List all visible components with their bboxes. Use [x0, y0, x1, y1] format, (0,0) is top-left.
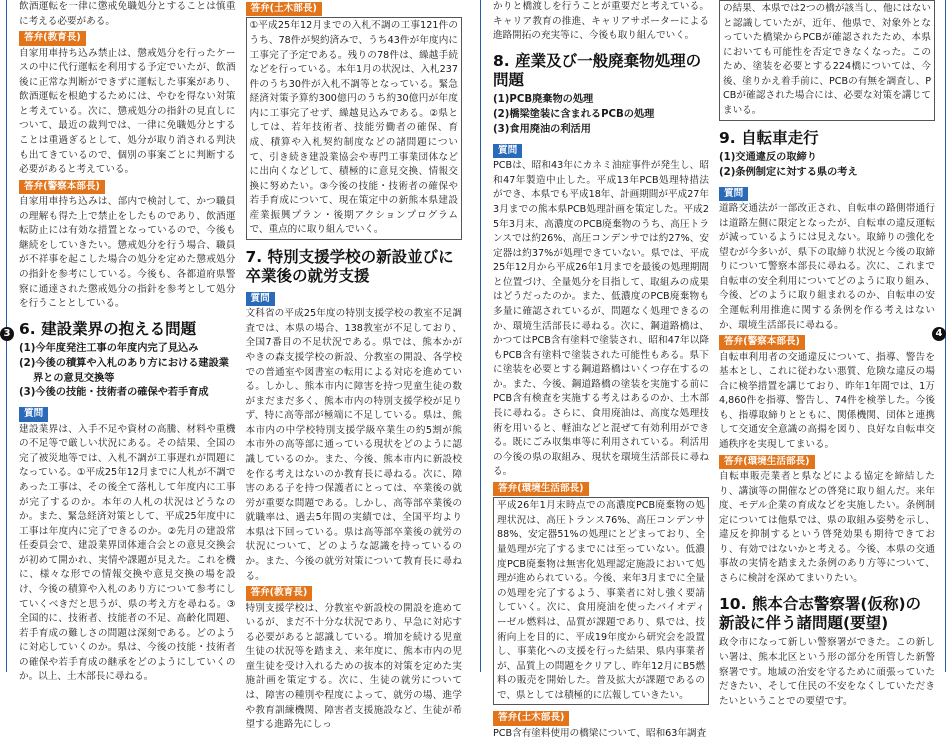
body-text: PCB含有塗料使用の橋梁について、昭和63年調査 [493, 727, 707, 739]
body-text: 政令市になって新しい警察署ができた。この新しい署は、熊本北区という形の部分を所管した新警察署です。地域の治安を守るために頑張っていただきたい、そして住民の不安をなくしていただきたいということでの要望です。 [719, 637, 935, 707]
subitem: (2)今後の積算や入札のあり方における建設業界との意見交換等 [19, 357, 229, 384]
answer-label: 答弁(環境生活部長) [493, 482, 589, 496]
page-number-badge: 4 [932, 327, 946, 341]
body-text: かりと橋渡しを行うことが重要だと考えている。キャリア教育の推進、キャリアサポーターによる進路開拓の充実等に、今後も取り組んでいく。 [493, 1, 709, 42]
left-column-2 [245, 0, 463, 731]
body-text: 道路交通法が一部改正され、自転車の路側帯通行は道路左側に限定となったが、自転車の違反運転が減っているようには見えない。取締りの強化を望むが今多いが、県下の取締り状況と今後の取締りについて警察本部長に尋ねる。次に、これまで自転車の安全利用についてどのように取り組み、今後、どのように取り組まれるのか、自転車の安全運転利用推進に関する条例を作る考えはないか、環境生活部長に尋ねる。 [719, 202, 935, 331]
body-text: 文科省の平成25年度の特別支援学校の教室不足調査では、本県の場合、138教室が不足しており、全国7番目の不足状況である。県では、熊本かがやきの森支援学校の新設、分教室の開設、各学校での普通室や図書室の転用による対応を進めている。しかし、熊本市内に障害を持つ児童生徒の数がまだまだ多く、熊本市内の特別支援学校が足りず、特に高等部が極端に不足している。県は、熊本市内の中学校特別支援学級卒業生の約5割が熊本市外の高等部に通っている現状をどのように認識しているのか。また、今後、熊本市内に新設校を作る考えはないのか教育長に尋ねる。次に、障害のある子を持つ保護者にとっては、卒業後の就労が重要な問題である。しかし、高等部卒業後の就職率は、過去5年間の実績では、全国平均より本県は下回っている。県は高等部卒業後の就労の状況について、どのような認識を持っているのか。また、今後の就労対策について教育長に尋ねる。 [245, 308, 462, 582]
body-text: 自家用車持ち込みは、部内で検討して、かつ職員の理解も得た上で禁止をしたものであり、飲酒運転防止には有効な措置となっているので、今後も継続をしていきたい。懲戒処分を行う場合、職員が不祥事を起こした場合の処分を定めた懲戒処分の指針を参考にしている。今後も、各都道府県警察に通達された懲戒処分の指針を参考として処分を行うこととしている。 [19, 196, 236, 310]
section-heading: 9. 自転車走行 [719, 128, 819, 147]
left-column-1 [19, 0, 236, 683]
subitem-list [19, 342, 236, 401]
page-number-badge: 3 [0, 327, 14, 341]
answer-label: 答弁(教育長) [19, 31, 86, 45]
body-text: 建設業界は、入手不足や資材の高騰、材料や重機の不足等で厳しい状況にある。その結果、全国の完了被災地等では、入札不調が工事遅れが問題になっている。①平成25年12月までに人札が不調であった工事は、その後全て落札して年度内に工事が完了するのか。本年の人札の状況はどうなのか。また、緊急経済対策として、平成25年度中に工事は年度内に完了できるのか。②先月の建設常任委員会で、建設業界団体連合会との意見交換会が初めて開かれ、実情や課題が見えた。これを機に、様々な形での情報交換や意見交換の場を設け、今後の積算や入札のあり方について参考にしていくべきだと思うが、県の考え方を尋ねる。③全国的に、技術者、技能者の不足、高齢化問題、若手育成の難しさの問題は深刻である。どのように対応していくのか。県は、今後の技能・技術者の確保や若手育成の継承をどのようにしていくのか。以上、土木部長に尋ねる。 [19, 423, 236, 683]
section-heading: 7. 特別支援学校の新設並びに卒業後の就労支援 [245, 248, 454, 286]
question-label: 質問 [493, 144, 522, 158]
subitem: (3)今後の技能・技術者の確保や若手育成 [19, 387, 209, 399]
subitem: (1)交通違反の取締り [719, 152, 817, 163]
question-label: 質問 [719, 187, 748, 201]
body-text: PCBは、昭和43年にカネミ油症事件が発生し、昭和47年製造中止した。平成13年PCB処理特措法ができ、本県でも平成18年、計画期間が平成27年3月までの熊本県PCB処理計画を策定した。平成25年3月末、高濃度のPCB廃棄物のうち、高圧トランスでは約26%、高圧コンデンサでは約27%、安定器は約37%が処理できていない。県では、平成25年12月から平成26年1月までを最後の処理期間と位置づけ、全量処分を目指して、取組みの成果はどうだったのか。また、低濃度のPCB廃棄物も多量に確認されているが、問題なく処理できるのか、環境生活部長に尋ねる。次に、鋼道路橋は、かつてはPCB含有塗料で塗装され、昭和47年以降もPCB含有塗料で塗装された可能性もある。県下に塗装を必要とする鋼道路橋はいくつ存在するのか。また、今後、鋼道路橋の塗装を実施する前にPCB含有検査を実施する考えはあるのか、土木部長に尋ねる。さらに、食用廃油は、高度な処理技術を用いると、軽油などと混ぜて有効利用ができる。既にごみ収集車等に利用されている。利活用の今後の県の取組み、現状を環境生活部長に尋ねる。 [493, 160, 709, 478]
answer-label: 答弁(警察本部長) [19, 180, 105, 194]
question-label: 質問 [246, 292, 275, 306]
section-heading: 8. 産業及び一般廃棄物処理の問題 [493, 51, 702, 90]
subitem-list [493, 93, 709, 137]
body-text: 飲酒運転を一律に懲戒免職処分とすることは慎重に考える必要がある。 [19, 1, 236, 27]
section-heading: 6. 建設業界の抱える問題 [19, 319, 197, 338]
subitem: (1)今年度発注工事の年度内完了見込み [19, 343, 199, 355]
right-page [480, 0, 946, 739]
subitem: (3)食用廃油の利活用 [493, 124, 591, 136]
subitem: (1)PCB廃棄物の処理 [493, 94, 594, 106]
boxed-text: の結果、本県では2つの橋が該当し、他にはないと認識していたが、近年、他県で、対象外となっていた橋梁からPCBが確認されたため、本県においても可能性を否定できなくなった。このため、塗装を必要とする224橋については、今後、塗りかえ着手前に、PCBの有無を調査し、PCBが確認された場合には、必要な対策を講じてまいる。 [719, 0, 935, 121]
right-column-2 [719, 0, 935, 707]
answer-label: 答弁(土木部長) [493, 711, 569, 725]
subitem-list [719, 151, 935, 181]
question-label: 質問 [19, 407, 48, 421]
answer-label: 答弁(教育長) [246, 586, 313, 600]
body-text: 特別支援学校は、分教室や新設校の開設を進めているが、まだ不十分な状況であり、早急に対応する必要があると認識している。増加を続ける児童生徒の状況等を踏まえ、来年度に、熊本市内の児童生徒を受け入れるための抜本的対策を定めた実施計画を策定する。次に、生徒の就労については、障害の種別や程度によって、就労の場、進学や教育訓練機関、障害者支援施設など、生徒が希望する進路先にしっ [245, 602, 462, 731]
boxed-text: ①平成25年12月までの入札不調の工事121件のうち、78件が契約済みで、うち43件が年度内に工事完了予定である。残りの78件は、繰越手続などを行っている。本年1月の状況は、入札237件のうち30件が入札不調等となっている。緊急経済対策予算約300億円のうち約30億円が年度内に工事完了せず、繰越見込みである。②県としては、若年技術者、技能労働者の確保、育成、積算や入札契約制度などの諸問題について、引き続き建設業協会や専門工事業団体などに出向くなどして、積極的に意見交換、情報交換に努めたい。③今後の技能・技術者の確保や若手育成について、現在策定中の新熊本県建設産業振興プラン・後期アクションプログラムで、重点的に取り組んでいく。 [246, 17, 463, 240]
answer-label: 答弁(警察本部長) [719, 335, 805, 349]
boxed-text: 平成26年1月末時点での高濃度PCB廃棄物の処理状況は、高圧トランス76%、高圧コンデンサ88%、安定器51%の処理にとどまっており、全量処理が完了するまでには至っていない。低濃度PCB廃棄物は無害化処理認定施設において処理が進められている。今後、来年3月までに全量の処理を完了するよう、事業者に対し強く要請していく。次に、食用廃油を使ったバイオディーゼル燃料は、品質が課題であり、県では、技術向上を目的に、平成19年度から研究会を設置し、事業化への支援を行った結果、県内事業者が、品質上の問題をクリアし、昨年12月にB5燃料の販売を開始した。普及拡大が課題であるので、県としては積極的に広報していきたい。 [493, 497, 709, 705]
section-heading: 10. 熊本合志警察署(仮称)の新設に伴う諸問題(要望) [719, 594, 922, 632]
body-text: 自家用車持ち込み禁止は、懲戒処分を行ったケースの中に代行運転を利用する予定でいたが、飲酒後に正常な判断ができずに運転した事案があり、飲酒運転を根絶するためには、やむを得ない対策と考えている。次に、懲戒処分の指針の見直しについて、最近の裁判では、一律に免職処分とすることは重過ぎるとして、処分が取り消される判決も出てきているので、個別の事案ごとに判断する必要があると考えている。 [19, 47, 236, 176]
body-text: 自転車販売業者と県などによる協定を締結したり、講演等の開催などの啓発に取り組んだ。来年度、モデル企業の育成などを実施したい。条例制定については他県では、県の取組み姿勢を示し、違反を抑制するという啓発効果も期待できており、有効ではないかと考える。今後、本県の交通事故の実情を踏まえた条例のあり方等について、さらに検討を深めてまいりたい。 [719, 470, 935, 585]
right-column-1 [493, 0, 709, 739]
subitem: (2)橋梁塗装に含まれるPCBの処理 [493, 109, 655, 121]
answer-label: 答弁(土木部長) [246, 2, 322, 16]
answer-label: 答弁(環境生活部長) [719, 455, 815, 469]
body-text: 自転車利用者の交通違反について、指導、警告を基本とし、これに従わない悪質、危険な違反の場合に検挙措置を講じており、昨年1年間では、1万4,860件を指導、警告し、74件を検挙した。今後も、指導取締りとともに、関係機関、団体と連携して交通安全意識の高揚を図り、良好な自転車交通秩序を実現してまいる。 [719, 351, 935, 451]
left-page [6, 0, 472, 731]
subitem: (2)条例制定に対する県の考え [719, 166, 858, 178]
